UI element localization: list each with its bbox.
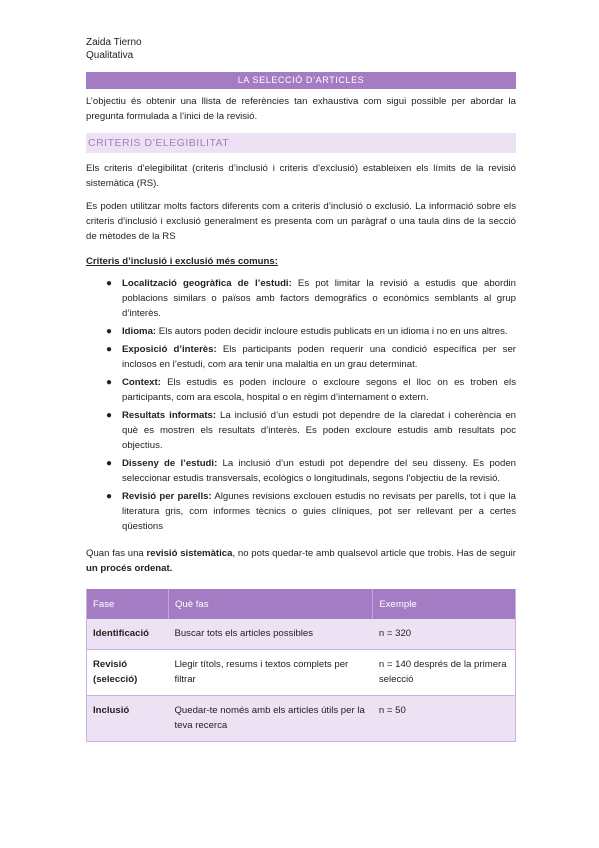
criterion-text: Es pot limitar la revisió a estudis que abordin poblacions similars o països amb factors demogràfics o econòmics semblants al grup d’interès. xyxy=(122,278,516,319)
subject-name: Qualitativa xyxy=(86,50,134,61)
criterion-term: Idioma: xyxy=(122,326,157,337)
criterion-term: Localització geogràfica de l’estudi: xyxy=(122,278,292,289)
criterion-term: Disseny de l’estudi: xyxy=(122,458,218,469)
section-paragraph-2: Es poden utilitzar molts factors diferents com a criteris d’inclusió o exclusió. La informació sobre els criteris d’inclusió i exclusió generalment es presenta com un paràgraf o una taula dins de la secció de mètodes de la RS xyxy=(86,201,516,242)
table-cell-fase: Inclusió xyxy=(87,696,169,742)
table-header-row xyxy=(87,589,516,619)
table-cell-example: n = 320 xyxy=(373,619,516,650)
column-header-que-fas: Què fas xyxy=(168,589,372,619)
closing-emphasis-2: un procés ordenat. xyxy=(86,563,173,574)
criterion-term: Exposició d’interès: xyxy=(122,344,217,355)
table-cell-action: Buscar tots els articles possibles xyxy=(168,619,372,650)
process-table xyxy=(86,589,516,742)
table-cell-action: Llegir títols, resums i textos complets per filtrar xyxy=(168,650,372,696)
closing-text-a: Quan fas una xyxy=(86,548,147,559)
criterion-term: Context: xyxy=(122,377,161,388)
closing-paragraph xyxy=(86,546,516,576)
table-cell-fase: Revisió (selecció) xyxy=(87,650,169,696)
bullet-icon: ● xyxy=(106,377,113,388)
table-cell-action: Quedar-te només amb els articles útils per la teva recerca xyxy=(168,696,372,742)
list-item xyxy=(86,375,516,405)
bullet-icon: ● xyxy=(106,344,113,355)
table-cell-fase: Identificació xyxy=(87,619,169,650)
criterion-term: Resultats informats: xyxy=(122,410,217,421)
column-header-exemple: Exemple xyxy=(373,589,516,619)
table-cell-example: n = 140 després de la primera selecció xyxy=(373,650,516,696)
bullet-icon: ● xyxy=(106,326,113,337)
criterion-text: La inclusió d’un estudi pot dependre del seu disseny. Es poden seleccionar estudis transversals, ecològics o longitudinals, segons l’objectiu de la revisió. xyxy=(122,458,516,484)
criterion-term: Revisió per parells: xyxy=(122,491,212,502)
page-title: LA SELECCIÓ D’ARTICLES xyxy=(86,72,516,89)
list-item xyxy=(86,489,516,534)
column-header-fase: Fase xyxy=(87,589,169,619)
criterion-text: Els estudis es poden incloure o excloure segons el lloc on es troben els participants, com ara escola, hospital o en règim d’internament o extern. xyxy=(122,377,516,403)
list-item xyxy=(86,456,516,486)
criteria-list xyxy=(86,276,516,534)
bullet-icon: ● xyxy=(106,458,113,469)
table-row xyxy=(87,696,516,742)
list-item xyxy=(86,324,516,339)
bullet-icon: ● xyxy=(106,410,113,421)
table-cell-example: n = 50 xyxy=(373,696,516,742)
table-row xyxy=(87,619,516,650)
table-row xyxy=(87,650,516,696)
intro-paragraph: L’objectiu és obtenir una llista de referències tan exhaustiva com sigui possible per abordar la pregunta formulada a l’inici de la revisió. xyxy=(86,96,516,122)
section-paragraph-1: Els criteris d’elegibilitat (criteris d’inclusió i criteris d’exclusió) estableixen els límits de la revisió sistemàtica (RS). xyxy=(86,163,516,189)
criterion-text: Els participants poden requerir una condició específica per ser inclosos en l’estudi, com ara tenir una malaltia en un grau determinat. xyxy=(122,344,516,370)
bullet-icon: ● xyxy=(106,491,113,502)
criterion-text: La inclusió d’un estudi pot dependre de la claredat i coherència en què es mostren els resultats d’interès. Es poden excloure estudis amb resultats poc objectius. xyxy=(122,410,516,451)
author-name: Zaida Tierno xyxy=(86,37,142,48)
criterion-text: Algunes revisions exclouen estudis no revisats per parells, tot i que la literatura gris, com informes tècnics o guies clíniques, pot ser rellevant per a certes qüestions xyxy=(122,491,517,532)
list-item xyxy=(86,276,516,321)
list-item xyxy=(86,342,516,372)
criteria-subheading: Criteris d’inclusió i exclusió més comuns: xyxy=(86,256,278,267)
list-item xyxy=(86,408,516,453)
closing-emphasis-1: revisió sistemàtica xyxy=(146,548,233,559)
section-heading: CRITERIS D’ELEGIBILITAT xyxy=(86,133,516,153)
criterion-text: Els autors poden decidir incloure estudis publicats en un idioma i no en uns altres. xyxy=(156,326,508,337)
closing-text-c: , no pots quedar-te amb qualsevol article que trobis. Has de seguir xyxy=(232,548,516,559)
bullet-icon: ● xyxy=(106,278,113,289)
document-page xyxy=(86,36,516,742)
